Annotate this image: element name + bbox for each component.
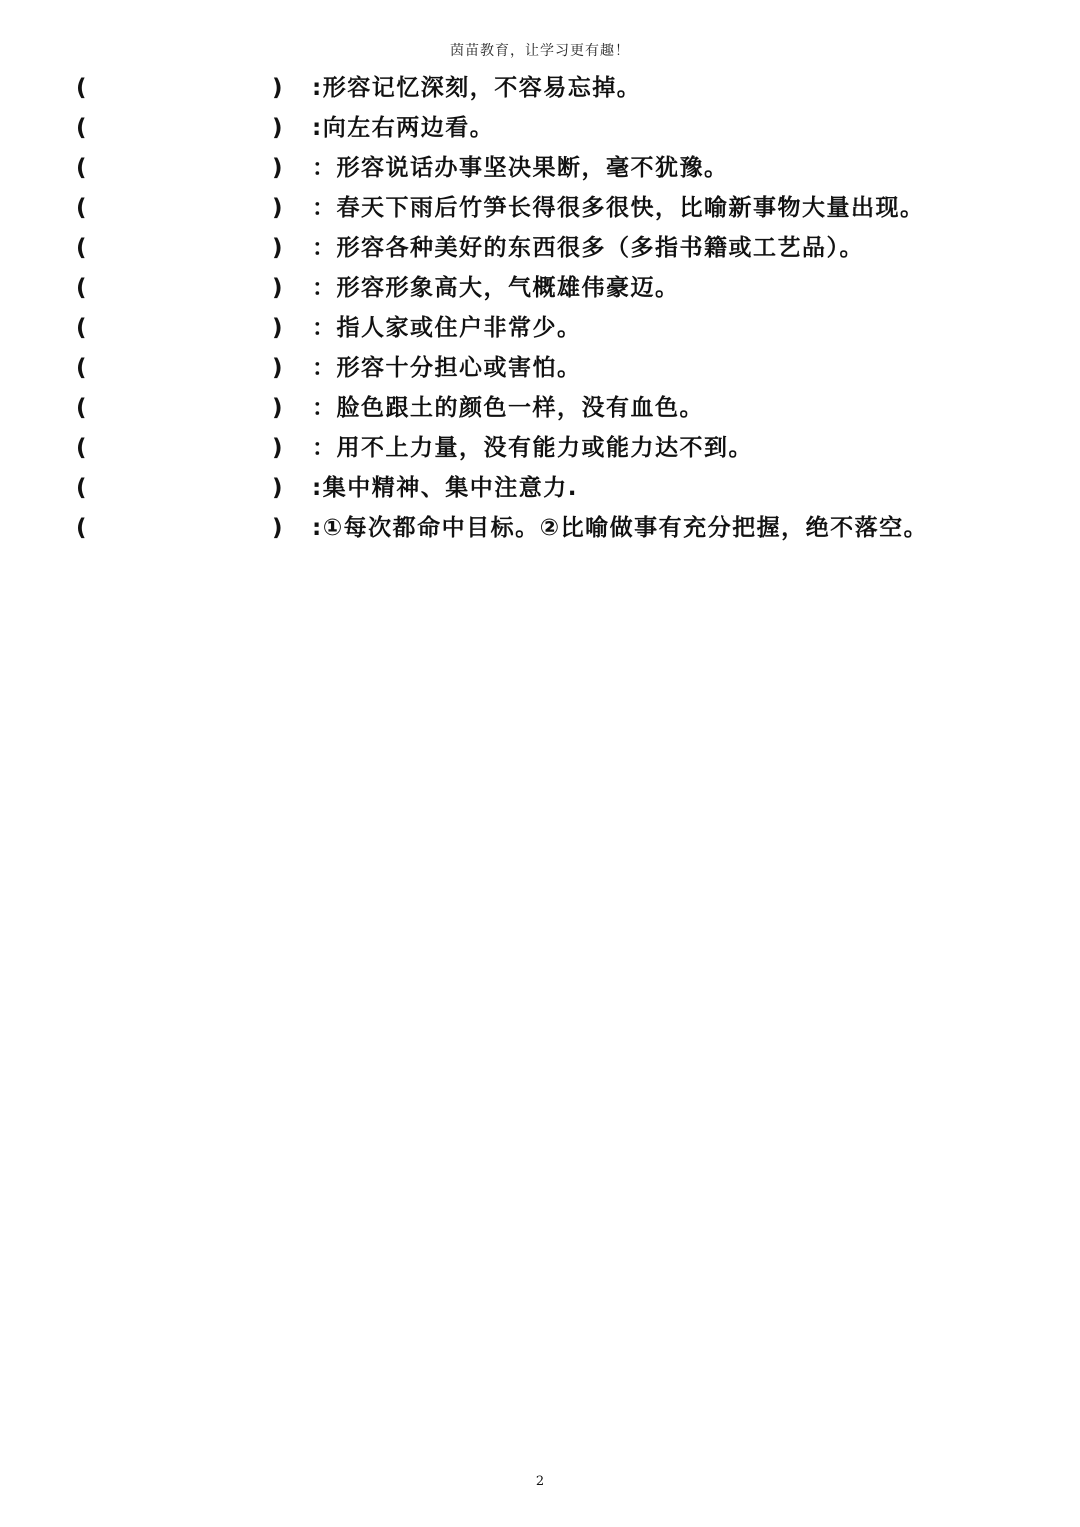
list-item bbox=[0, 508, 1080, 548]
answer-blank-close: ) bbox=[272, 515, 283, 541]
definition-text: :形容记忆深刻，不容易忘掉。 bbox=[312, 75, 642, 101]
list-item bbox=[0, 228, 1080, 268]
answer-blank-open[interactable]: ( bbox=[76, 235, 87, 261]
answer-blank-open[interactable]: ( bbox=[76, 355, 87, 381]
definition-text: :集中精神、集中注意力. bbox=[312, 475, 578, 501]
list-item bbox=[0, 388, 1080, 428]
answer-blank-close: ) bbox=[272, 395, 283, 421]
definition-text: ：指人家或住户非常少。 bbox=[312, 315, 582, 341]
answer-blank-open[interactable]: ( bbox=[76, 275, 87, 301]
answer-blank-close: ) bbox=[272, 155, 283, 181]
list-item bbox=[0, 108, 1080, 148]
definition-text: ：形容十分担心或害怕。 bbox=[312, 355, 582, 381]
definition-text: ：春天下雨后竹笋长得很多很快，比喻新事物大量出现。 bbox=[312, 195, 925, 221]
answer-blank-open[interactable]: ( bbox=[76, 195, 87, 221]
list-item bbox=[0, 308, 1080, 348]
definition-text: ：形容各种美好的东西很多（多指书籍或工艺品）。 bbox=[312, 235, 864, 261]
page-number: 2 bbox=[535, 1474, 545, 1489]
definition-text: :向左右两边看。 bbox=[312, 115, 495, 141]
answer-blank-close: ) bbox=[272, 275, 283, 301]
answer-blank-close: ) bbox=[272, 115, 283, 141]
answer-blank-close: ) bbox=[272, 355, 283, 381]
answer-blank-close: ) bbox=[272, 315, 283, 341]
list-item bbox=[0, 188, 1080, 228]
definition-text: ：用不上力量，没有能力或能力达不到。 bbox=[312, 435, 753, 461]
list-item bbox=[0, 468, 1080, 508]
answer-blank-open[interactable]: ( bbox=[76, 155, 87, 181]
idiom-definition-list bbox=[0, 68, 1080, 548]
definition-text: ：形容形象高大，气概雄伟豪迈。 bbox=[312, 275, 680, 301]
list-item bbox=[0, 268, 1080, 308]
page-header: 茵苗教育，让学习更有趣！ bbox=[450, 43, 630, 59]
definition-text: ：形容说话办事坚决果断，毫不犹豫。 bbox=[312, 155, 729, 181]
answer-blank-open[interactable]: ( bbox=[76, 475, 87, 501]
answer-blank-open[interactable]: ( bbox=[76, 435, 87, 461]
answer-blank-open[interactable]: ( bbox=[76, 515, 87, 541]
answer-blank-open[interactable]: ( bbox=[76, 75, 87, 101]
list-item bbox=[0, 68, 1080, 108]
definition-text: ：脸色跟土的颜色一样，没有血色。 bbox=[312, 395, 704, 421]
list-item bbox=[0, 348, 1080, 388]
definition-text: :①每次都命中目标。②比喻做事有充分把握，绝不落空。 bbox=[312, 515, 929, 541]
answer-blank-open[interactable]: ( bbox=[76, 395, 87, 421]
answer-blank-open[interactable]: ( bbox=[76, 315, 87, 341]
answer-blank-close: ) bbox=[272, 75, 283, 101]
answer-blank-close: ) bbox=[272, 435, 283, 461]
list-item bbox=[0, 148, 1080, 188]
list-item bbox=[0, 428, 1080, 468]
answer-blank-close: ) bbox=[272, 195, 283, 221]
answer-blank-close: ) bbox=[272, 475, 283, 501]
answer-blank-open[interactable]: ( bbox=[76, 115, 87, 141]
answer-blank-close: ) bbox=[272, 235, 283, 261]
